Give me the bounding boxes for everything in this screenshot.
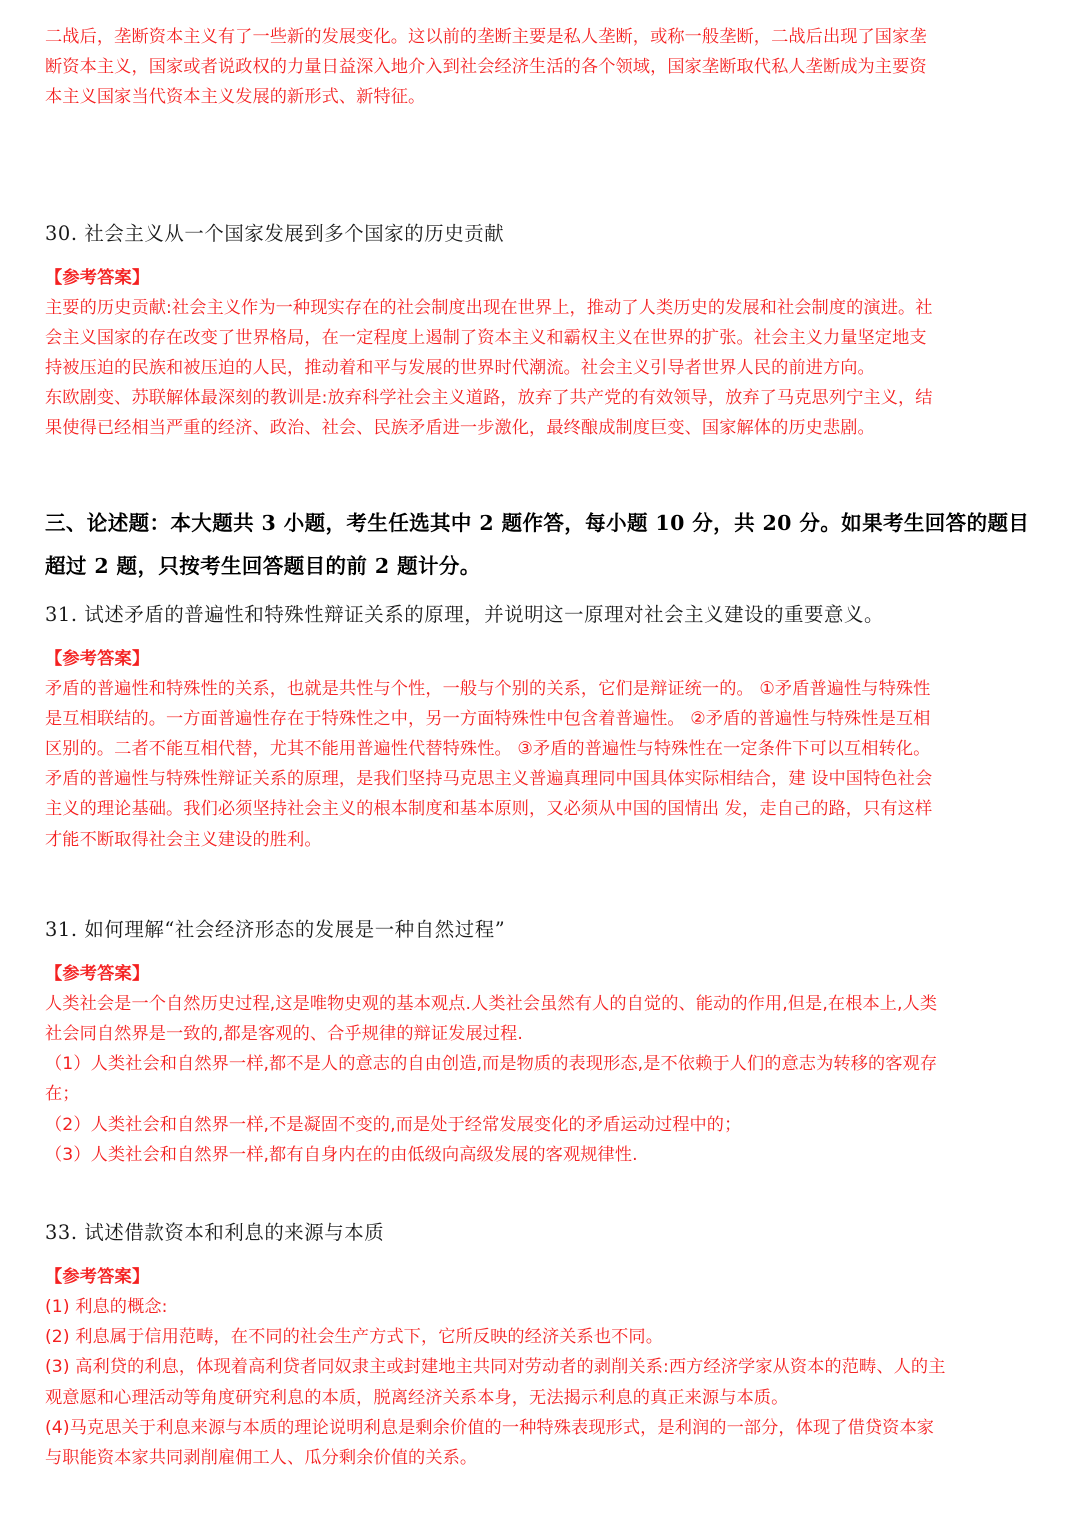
spacer bbox=[45, 1250, 1035, 1262]
answer-line: 在； bbox=[45, 1084, 80, 1105]
section-heading-line: 三、论述题：本大题共 3 小题，考生任选其中 2 题作答，每小题 10 分，共 20 分。如果考生回答的题目 bbox=[45, 510, 1030, 535]
reference-answer-label: 【参考答案】 bbox=[45, 648, 150, 669]
reference-answer-label: 【参考答案】 bbox=[45, 267, 150, 288]
answer-line: 东欧剧变、苏联解体最深刻的教训是:放弃科学社会主义道路，放弃了共产党的有效领导，放弃了马克思列宁主义，结 bbox=[45, 388, 933, 409]
answer-line: 持被压迫的民族和被压迫的人民，推动着和平与发展的世界时代潮流。社会主义引导者世界人民的前进方向。 bbox=[45, 358, 875, 379]
spacer bbox=[45, 444, 1035, 502]
answer-line: （1）人类社会和自然界一样,都不是人的意志的自由创造,而是物质的表现形态,是不依赖于人们的意志为转移的客观存 bbox=[45, 1054, 938, 1075]
spacer bbox=[45, 113, 1035, 217]
answer-line: 区别的。二者不能互相代替，尤其不能用普遍性代替特殊性。 ③矛盾的普遍性与特殊性在一定条件下可以互相转化。 bbox=[45, 739, 931, 760]
question-block-33 bbox=[45, 1216, 1035, 1473]
answer-line: （3）人类社会和自然界一样,都有自身内在的由低级向高级发展的客观规律性. bbox=[45, 1144, 638, 1165]
question-heading-31a: 31. 试述矛盾的普遍性和特殊性辩证关系的原理，并说明这一原理对社会主义建设的重要意义。 bbox=[45, 602, 885, 626]
spacer bbox=[45, 632, 1035, 644]
question-block-31b bbox=[45, 913, 1035, 1170]
question-heading-30: 30. 社会主义从一个国家发展到多个国家的历史贡献 bbox=[45, 221, 505, 245]
answer-line: 人类社会是一个自然历史过程,这是唯物史观的基本观点.人类社会虽然有人的自觉的、能动的作用,但是,在根本上,人类 bbox=[45, 993, 938, 1014]
spacer bbox=[45, 1170, 1035, 1216]
answer-body-31b bbox=[45, 989, 1035, 1170]
answer-line: 矛盾的普遍性和特殊性的关系，也就是共性与个性，一般与个别的关系，它们是辩证统一的。 ①矛盾普遍性与特殊性 bbox=[45, 678, 931, 699]
reference-answer-label: 【参考答案】 bbox=[45, 963, 150, 984]
spacer bbox=[45, 855, 1035, 913]
answer-line: 才能不断取得社会主义建设的胜利。 bbox=[45, 829, 322, 850]
answer-line: 与职能资本家共同剥削雇佣工人、瓜分剩余价值的关系。 bbox=[45, 1448, 478, 1469]
intro-paragraph bbox=[45, 22, 1035, 113]
answer-line: 社会同自然界是一致的,都是客观的、合乎规律的辩证发展过程. bbox=[45, 1024, 523, 1045]
answer-line: (4)马克思关于利息来源与本质的理论说明利息是剩余价值的一种特殊表现形式，是利润的一部分，体现了借贷资本家 bbox=[45, 1417, 935, 1438]
answer-body-31a bbox=[45, 674, 1035, 855]
answer-line: 矛盾的普遍性与特殊性辩证关系的原理，是我们坚持马克思主义普遍真理同中国具体实际相结合，建 设中国特色社会 bbox=[45, 769, 933, 790]
intro-line: 断资本主义，国家或者说政权的力量日益深入地介入到社会经济生活的各个领域，国家垄断取代私人垄断成为主要资 bbox=[45, 57, 927, 78]
answer-line: (2) 利息属于信用范畴，在不同的社会生产方式下，它所反映的经济关系也不同。 bbox=[45, 1327, 663, 1348]
section-heading-essay bbox=[45, 502, 1035, 588]
answer-line: 是互相联结的。一方面普遍性存在于特殊性之中，另一方面特殊性中包含着普遍性。 ②矛盾的普遍性与特殊性是互相 bbox=[45, 708, 931, 729]
intro-line: 二战后，垄断资本主义有了一些新的发展变化。这以前的垄断主要是私人垄断，或称一般垄断，二战后出现了国家垄 bbox=[45, 27, 927, 47]
answer-line: （2）人类社会和自然界一样,不是凝固不变的,而是处于经常发展变化的矛盾运动过程中的； bbox=[45, 1114, 742, 1135]
question-heading-33: 33. 试述借款资本和利息的来源与本质 bbox=[45, 1221, 385, 1245]
answer-line: 会主义国家的存在改变了世界格局，在一定程度上遏制了资本主义和霸权主义在世界的扩张。社会主义力量坚定地支 bbox=[45, 327, 927, 348]
answer-line: (3) 高利贷的利息，体现着高利贷者同奴隶主或封建地主共同对劳动者的剥削关系:西方经济学家从资本的范畴、人的主 bbox=[45, 1357, 946, 1378]
answer-line: 观意愿和心理活动等角度研究利息的本质，脱离经济关系本身，无法揭示利息的真正来源与本质。 bbox=[45, 1387, 789, 1408]
question-heading-31b: 31. 如何理解“社会经济形态的发展是一种自然过程” bbox=[45, 917, 506, 941]
answer-line: 果使得已经相当严重的经济、政治、社会、民族矛盾进一步激化，最终酿成制度巨变、国家解体的历史悲剧。 bbox=[45, 418, 875, 439]
question-block-31a bbox=[45, 598, 1035, 855]
intro-line: 本主义国家当代资本主义发展的新形式、新特征。 bbox=[45, 87, 426, 108]
spacer bbox=[45, 251, 1035, 263]
question-block-30 bbox=[45, 217, 1035, 444]
answer-body-30 bbox=[45, 293, 1035, 444]
answer-line: 主义的理论基础。我们必须坚持社会主义的根本制度和基本原则，又必须从中国的国情出 发，走自己的路，只有这样 bbox=[45, 799, 933, 820]
spacer bbox=[45, 588, 1035, 598]
reference-answer-label: 【参考答案】 bbox=[45, 1267, 150, 1288]
answer-body-33 bbox=[45, 1292, 1035, 1473]
section-heading-line: 超过 2 题，只按考生回答题目的前 2 题计分。 bbox=[45, 553, 481, 578]
spacer bbox=[45, 947, 1035, 959]
answer-line: 主要的历史贡献:社会主义作为一种现实存在的社会制度出现在世界上，推动了人类历史的发展和社会制度的演进。社 bbox=[45, 297, 933, 318]
answer-line: (1) 利息的概念: bbox=[45, 1297, 168, 1318]
